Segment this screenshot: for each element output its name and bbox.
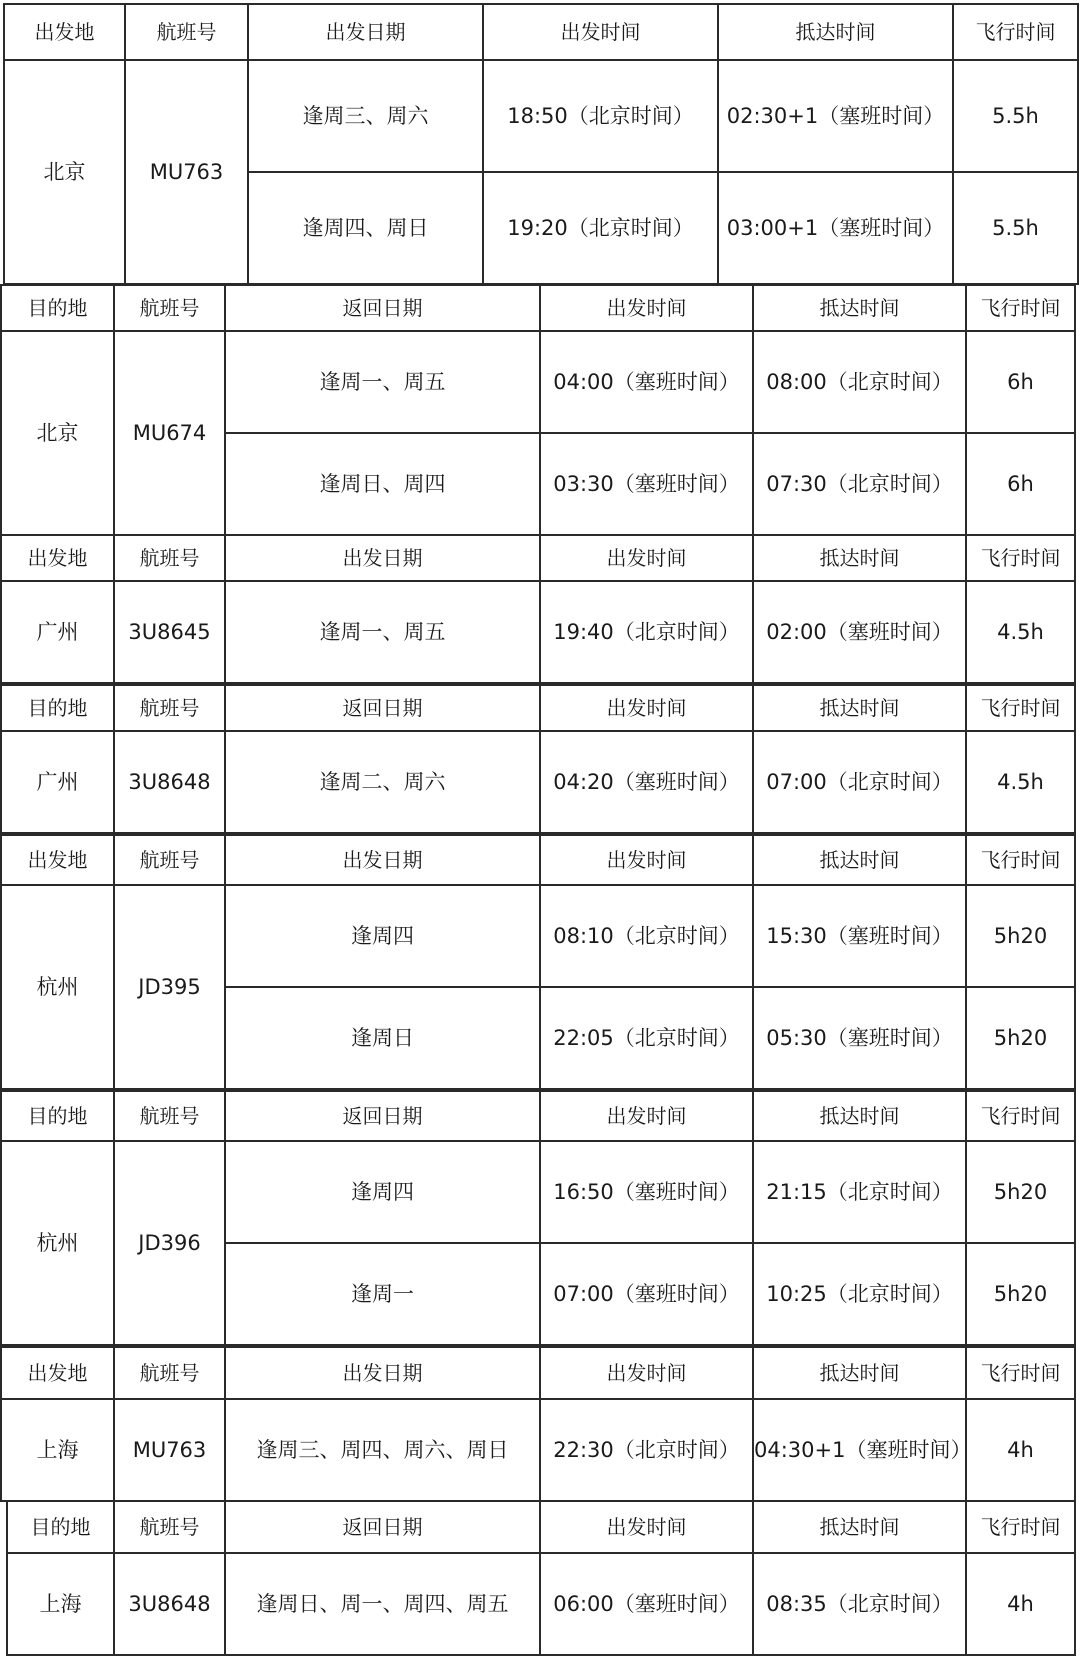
header-date: 出发日期 (225, 835, 540, 885)
header-date: 返回日期 (225, 285, 540, 331)
city-cell: 杭州 (1, 885, 114, 1089)
header-row (1, 1091, 1075, 1141)
header-flight: 航班号 (114, 685, 225, 731)
header-city: 出发地 (1, 535, 114, 581)
flight-table (0, 284, 1076, 536)
header-city: 目的地 (1, 685, 114, 731)
city-cell: 广州 (1, 581, 114, 683)
header-city: 目的地 (7, 1501, 114, 1553)
header-date: 返回日期 (225, 685, 540, 731)
header-row (1, 535, 1075, 581)
header-row (1, 835, 1075, 885)
table-row (1, 1141, 1075, 1243)
header-date: 出发日期 (225, 535, 540, 581)
flight-table-2 (0, 284, 1074, 534)
date-cell: 逢周日、周四 (225, 433, 540, 535)
header-row (4, 4, 1078, 60)
table-row (1, 1399, 1075, 1501)
header-duration: 飞行时间 (966, 835, 1075, 885)
table-row (1, 731, 1075, 833)
date-cell: 逢周一、周五 (225, 581, 540, 683)
flight-table (0, 834, 1076, 1090)
header-duration: 飞行时间 (966, 1501, 1075, 1553)
flight-table (0, 1346, 1076, 1502)
date-cell: 逢周二、周六 (225, 731, 540, 833)
flight-table (0, 684, 1076, 834)
header-depart-time: 出发时间 (540, 835, 753, 885)
date-cell: 逢周三、周四、周六、周日 (225, 1399, 540, 1501)
header-flight: 航班号 (125, 4, 248, 60)
header-arrive-time: 抵达时间 (718, 4, 953, 60)
flight-table-5 (0, 834, 1074, 1088)
flight-number-cell: 3U8645 (114, 581, 225, 683)
flight-table (0, 1090, 1076, 1346)
flight-number-cell: 3U8648 (114, 1553, 225, 1655)
header-row (1, 685, 1075, 731)
arrive-time-cell: 08:35（北京时间） (753, 1553, 966, 1655)
flight-number-cell: MU674 (114, 331, 225, 535)
flight-table-7 (0, 1346, 1074, 1500)
header-depart-time: 出发时间 (540, 285, 753, 331)
arrive-time-cell: 07:00（北京时间） (753, 731, 966, 833)
flight-number-cell: 3U8648 (114, 731, 225, 833)
flight-table-1 (3, 3, 1077, 283)
header-row (1, 285, 1075, 331)
arrive-time-cell: 21:15（北京时间） (753, 1141, 966, 1243)
flight-number-cell: MU763 (125, 60, 248, 284)
duration-cell: 4.5h (966, 581, 1075, 683)
flight-table-3 (0, 534, 1074, 682)
depart-time-cell: 04:00（塞班时间） (540, 331, 753, 433)
header-depart-time: 出发时间 (540, 1091, 753, 1141)
date-cell: 逢周四 (225, 885, 540, 987)
header-depart-time: 出发时间 (483, 4, 718, 60)
header-flight: 航班号 (114, 835, 225, 885)
date-cell: 逢周日 (225, 987, 540, 1089)
duration-cell: 5.5h (953, 60, 1078, 172)
flight-table-8 (6, 1500, 1074, 1654)
arrive-time-cell: 10:25（北京时间） (753, 1243, 966, 1345)
duration-cell: 5h20 (966, 885, 1075, 987)
city-cell: 上海 (7, 1553, 114, 1655)
arrive-time-cell: 05:30（塞班时间） (753, 987, 966, 1089)
date-cell: 逢周日、周一、周四、周五 (225, 1553, 540, 1655)
flight-table (3, 3, 1079, 285)
depart-time-cell: 22:05（北京时间） (540, 987, 753, 1089)
date-cell: 逢周一、周五 (225, 331, 540, 433)
header-flight: 航班号 (114, 1347, 225, 1399)
header-duration: 飞行时间 (966, 1091, 1075, 1141)
header-date: 返回日期 (225, 1091, 540, 1141)
header-depart-time: 出发时间 (540, 685, 753, 731)
table-row (7, 1553, 1075, 1655)
header-city: 出发地 (1, 1347, 114, 1399)
header-date: 返回日期 (225, 1501, 540, 1553)
depart-time-cell: 08:10（北京时间） (540, 885, 753, 987)
header-flight: 航班号 (114, 1091, 225, 1141)
arrive-time-cell: 03:00+1（塞班时间） (718, 172, 953, 284)
duration-cell: 4h (966, 1553, 1075, 1655)
duration-cell: 6h (966, 433, 1075, 535)
duration-cell: 5h20 (966, 1141, 1075, 1243)
header-duration: 飞行时间 (966, 685, 1075, 731)
header-duration: 飞行时间 (953, 4, 1078, 60)
header-arrive-time: 抵达时间 (753, 1347, 966, 1399)
date-cell: 逢周一 (225, 1243, 540, 1345)
city-cell: 杭州 (1, 1141, 114, 1345)
depart-time-cell: 19:20（北京时间） (483, 172, 718, 284)
flight-table (0, 534, 1076, 684)
flight-number-cell: MU763 (114, 1399, 225, 1501)
depart-time-cell: 07:00（塞班时间） (540, 1243, 753, 1345)
arrive-time-cell: 02:30+1（塞班时间） (718, 60, 953, 172)
city-cell: 上海 (1, 1399, 114, 1501)
header-flight: 航班号 (114, 535, 225, 581)
flight-table-6 (0, 1090, 1074, 1344)
table-row (1, 331, 1075, 433)
date-cell: 逢周三、周六 (248, 60, 483, 172)
duration-cell: 4h (966, 1399, 1075, 1501)
header-date: 出发日期 (225, 1347, 540, 1399)
table-row (1, 581, 1075, 683)
header-depart-time: 出发时间 (540, 1347, 753, 1399)
header-arrive-time: 抵达时间 (753, 285, 966, 331)
duration-cell: 5.5h (953, 172, 1078, 284)
flight-table (6, 1500, 1076, 1656)
header-city: 出发地 (4, 4, 125, 60)
depart-time-cell: 19:40（北京时间） (540, 581, 753, 683)
header-row (7, 1501, 1075, 1553)
city-cell: 北京 (4, 60, 125, 284)
header-depart-time: 出发时间 (540, 1501, 753, 1553)
duration-cell: 4.5h (966, 731, 1075, 833)
arrive-time-cell: 02:00（塞班时间） (753, 581, 966, 683)
header-arrive-time: 抵达时间 (753, 535, 966, 581)
arrive-time-cell: 08:00（北京时间） (753, 331, 966, 433)
header-arrive-time: 抵达时间 (753, 1501, 966, 1553)
table-row (4, 60, 1078, 172)
header-duration: 飞行时间 (966, 285, 1075, 331)
header-arrive-time: 抵达时间 (753, 1091, 966, 1141)
header-city: 目的地 (1, 1091, 114, 1141)
header-duration: 飞行时间 (966, 535, 1075, 581)
depart-time-cell: 16:50（塞班时间） (540, 1141, 753, 1243)
duration-cell: 5h20 (966, 1243, 1075, 1345)
header-duration: 飞行时间 (966, 1347, 1075, 1399)
flight-number-cell: JD396 (114, 1141, 225, 1345)
arrive-time-cell: 04:30+1（塞班时间） (753, 1399, 966, 1501)
flight-table-4 (0, 684, 1074, 832)
depart-time-cell: 03:30（塞班时间） (540, 433, 753, 535)
flight-number-cell: JD395 (114, 885, 225, 1089)
header-flight: 航班号 (114, 1501, 225, 1553)
header-date: 出发日期 (248, 4, 483, 60)
header-city: 目的地 (1, 285, 114, 331)
header-arrive-time: 抵达时间 (753, 835, 966, 885)
depart-time-cell: 22:30（北京时间） (540, 1399, 753, 1501)
header-arrive-time: 抵达时间 (753, 685, 966, 731)
table-row (1, 885, 1075, 987)
duration-cell: 6h (966, 331, 1075, 433)
header-depart-time: 出发时间 (540, 535, 753, 581)
date-cell: 逢周四、周日 (248, 172, 483, 284)
city-cell: 广州 (1, 731, 114, 833)
city-cell: 北京 (1, 331, 114, 535)
arrive-time-cell: 15:30（塞班时间） (753, 885, 966, 987)
depart-time-cell: 06:00（塞班时间） (540, 1553, 753, 1655)
depart-time-cell: 18:50（北京时间） (483, 60, 718, 172)
duration-cell: 5h20 (966, 987, 1075, 1089)
header-flight: 航班号 (114, 285, 225, 331)
header-city: 出发地 (1, 835, 114, 885)
date-cell: 逢周四 (225, 1141, 540, 1243)
header-row (1, 1347, 1075, 1399)
depart-time-cell: 04:20（塞班时间） (540, 731, 753, 833)
arrive-time-cell: 07:30（北京时间） (753, 433, 966, 535)
